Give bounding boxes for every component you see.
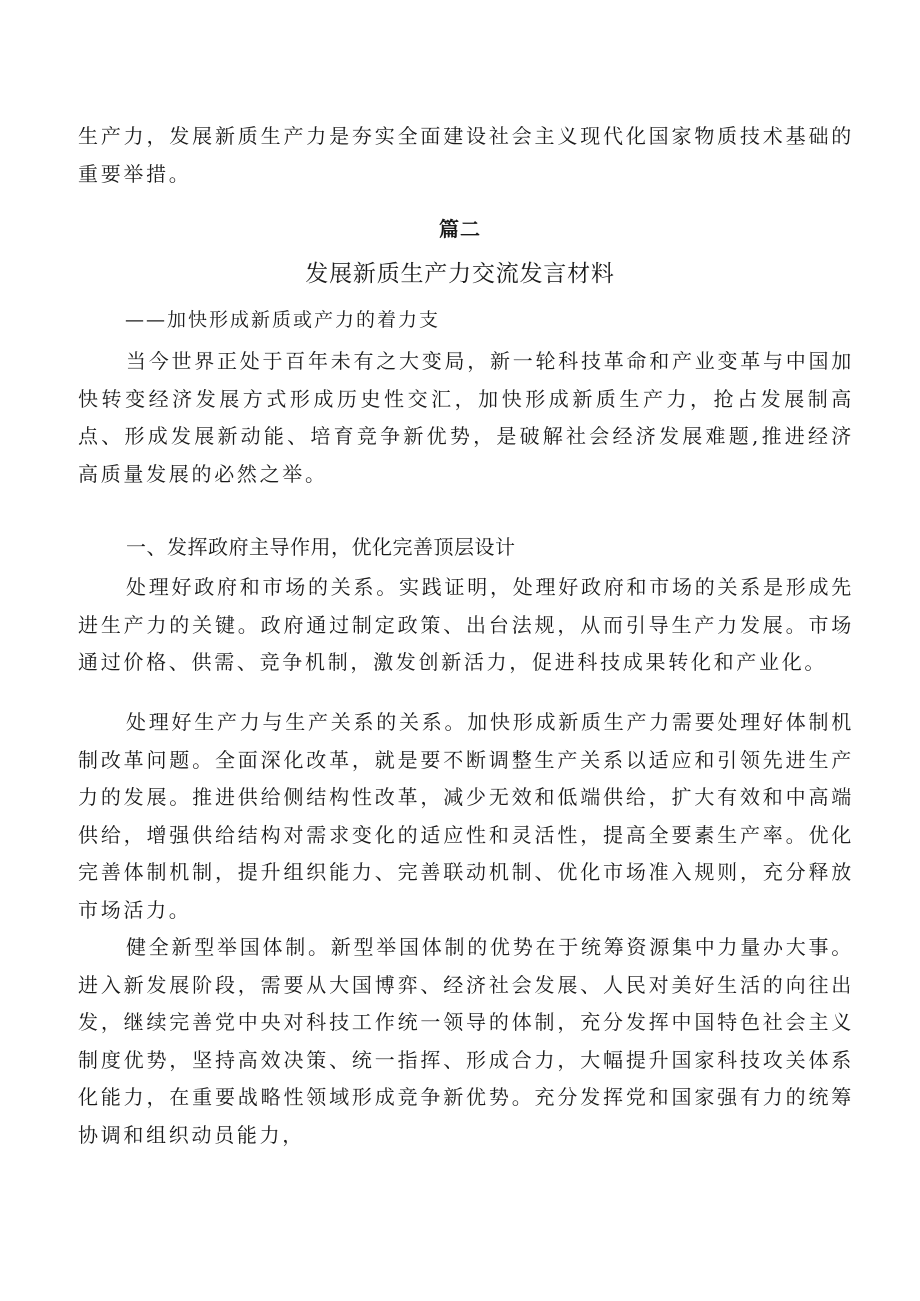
body-paragraph: 处理好政府和市场的关系。实践证明，处理好政府和市场的关系是形成先进生产力的关键。政府通过制定政策、出台法规，从而引导生产力发展。市场通过价格、供需、竞争机制，激发创新活力，促进科技成果转化和产业化。	[78, 575, 854, 674]
opening-paragraph: 当今世界正处于百年未有之大变局，新一轮科技革命和产业变革与中国加快转变经济发展方式形成历史性交汇，加快形成新质生产力，抢占发展制高点、形成发展新动能、培育竞争新优势，是破解社会经济发展难题,推进经济高质量发展的必然之举。	[78, 349, 854, 486]
body-paragraph: 处理好生产力与生产关系的关系。加快形成新质生产力需要处理好体制机制改革问题。全面深化改革，就是要不断调整生产关系以适应和引领先进生产力的发展。推进供给侧结构性改革，减少无效和低端供给，扩大有效和中高端供给，增强供给结构对需求变化的适应性和灵活性，提高全要素生产率。优化完善体制机制，提升组织能力、完善联动机制、优化市场准入规则，充分释放市场活力。	[78, 710, 854, 922]
intro-paragraph: 生产力，发展新质生产力是夯实全面建设社会主义现代化国家物质技术基础的重要举措。	[78, 124, 854, 186]
document-title: 发展新质生产力交流发言材料	[305, 261, 615, 287]
document-subtitle: ——加快形成新质或产力的着力支	[125, 309, 441, 331]
section-heading-1: 一、发挥政府主导作用，优化完善顶层设计	[126, 535, 516, 559]
body-paragraph: 健全新型举国体制。新型举国体制的优势在于统筹资源集中力量办大事。进入新发展阶段，需要从大国博弈、经济社会发展、人民对美好生活的向往出发，继续完善党中央对科技工作统一领导的体制，充分发挥中国特色社会主义制度优势，坚持高效决策、统一指挥、形成合力，大幅提升国家科技攻关体系化能力，在重要战略性领域形成竞争新优势。充分发挥党和国家强有力的统筹协调和组织动员能力，	[78, 935, 854, 1147]
section-label: 篇二	[439, 217, 481, 241]
